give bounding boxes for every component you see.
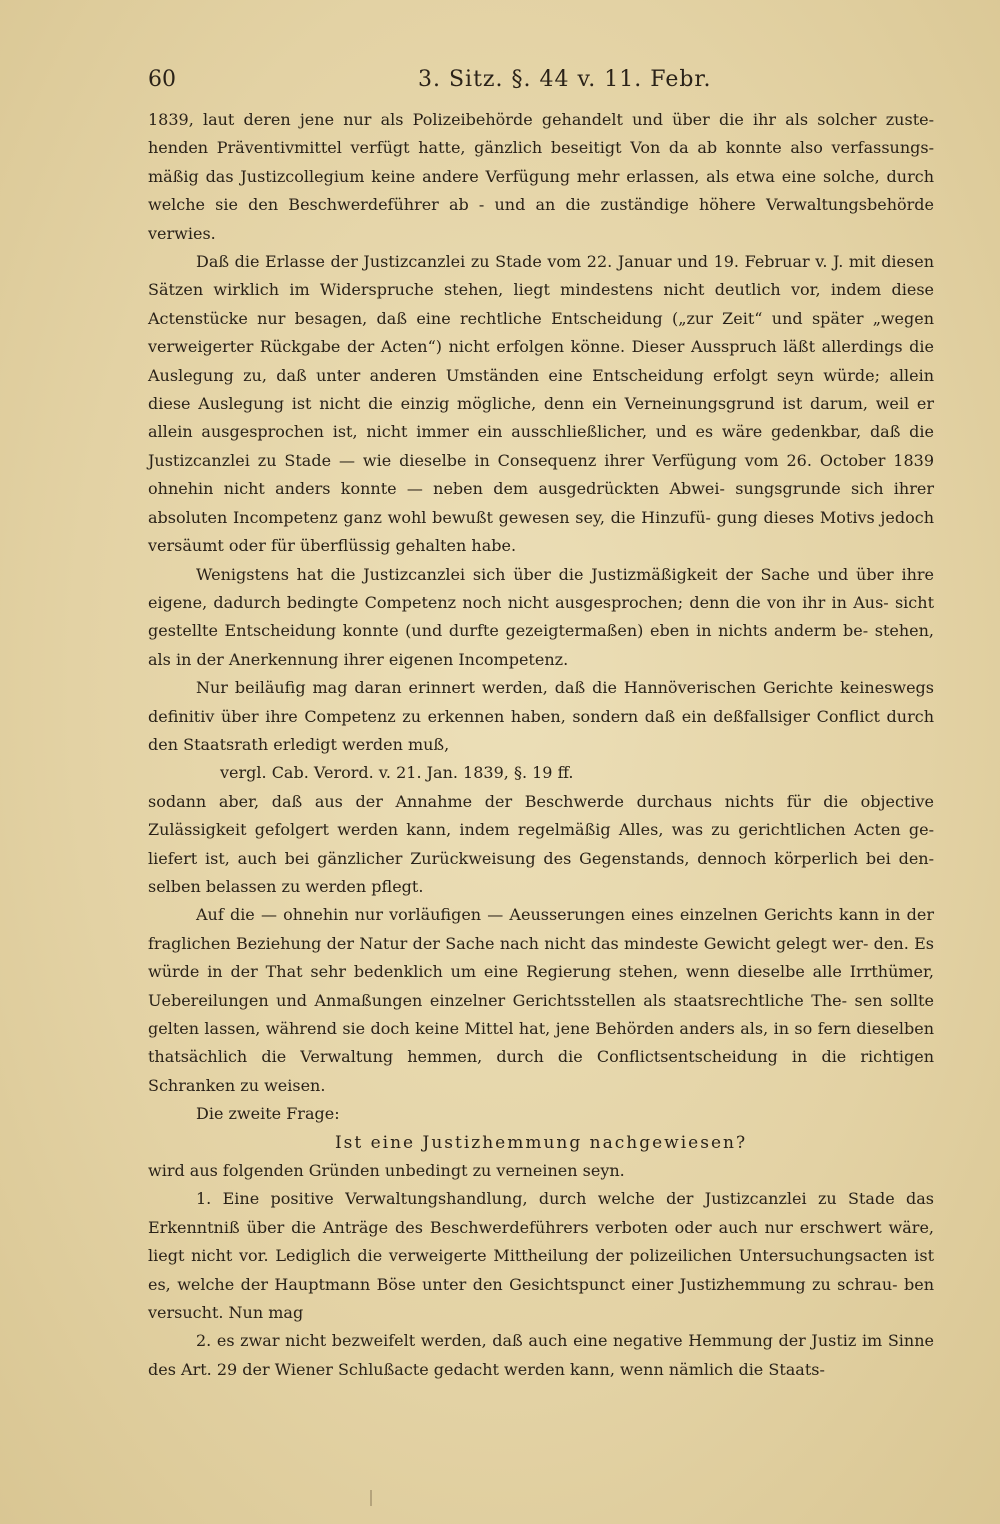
paragraph: Die zweite Frage:: [196, 1104, 340, 1124]
body-text: [148, 106, 934, 1384]
reference-line: vergl. Cab. Verord. v. 21. Jan. 1839, §. 19 ff.: [220, 763, 574, 783]
paragraph: sodann aber, daß aus der Annahme der Beschwerde durchaus nichts für die objective Zulässigkeit gefolgert werden kann, indem regelmäßig Alles, was zu gerichtlichen Acten ge- liefert ist, auch bei gänzlicher Zurückweisung des Gegenstands, dennoch körperlich bei den- selben belassen zu werden pflegt.: [148, 791, 934, 896]
section-question: Ist eine Justizhemmung nachgewiesen?: [334, 1132, 748, 1153]
page-number: 60: [148, 67, 176, 92]
page-header: [148, 62, 934, 98]
running-head: 3. Sitz. §. 44 v. 11. Febr.: [418, 67, 712, 92]
paragraph: 1839, laut deren jene nur als Polizeibehörde gehandelt und über die ihr als solcher zuste- henden Präventivmittel verfügt hatte, gänzlich beseitigt Von da ab konnte also verfassungs- mäßig das Justizcollegium keine andere Verfügung mehr erlassen, als etwa eine solche, durch welche sie den Beschwerdeführer ab - und an die zuständige höhere Verwaltungsbehörde verwies.: [148, 110, 934, 243]
paragraph: Auf die — ohnehin nur vorläufigen — Aeusserungen eines einzelnen Gerichts kann in der fraglichen Beziehung der Natur der Sache nach nicht das mindeste Gewicht gelegt wer- den. Es würde in der That sehr bedenklich um eine Regierung stehen, wenn dieselbe alle Irrthümer, Uebereilungen und Anmaßungen einzelner Gerichtsstellen als staatsrechtliche The- sen sollte gelten lassen, während sie doch keine Mittel hat, jene Behörden anders als, in so fern dieselben thatsächlich die Verwaltung hemmen, durch die Conflictsentscheidung in die richtigen Schranken zu weisen.: [148, 905, 934, 1095]
paragraph: 2. es zwar nicht bezweifelt werden, daß auch eine negative Hemmung der Justiz im Sinne des Art. 29 der Wiener Schlußacte gedacht werden kann, wenn nämlich die Staats-: [148, 1331, 934, 1379]
paragraph: Nur beiläufig mag daran erinnert werden, daß die Hannöverischen Gerichte keineswegs definitiv über ihre Competenz zu erkennen haben, sondern daß ein deßfallsiger Conflict durch den Staatsrath erledigt werden muß,: [148, 678, 934, 754]
page-mark: [370, 1490, 372, 1506]
document-page: [148, 62, 934, 1384]
paragraph: Wenigstens hat die Justizcanzlei sich über die Justizmäßigkeit der Sache und über ihre eigene, dadurch bedingte Competenz noch nicht ausgesprochen; denn die von ihr in Aus- sicht gestellte Entscheidung konnte (und durfte gezeigtermaßen) eben in nichts anderm be- stehen, als in der Anerkennung ihrer eigenen Incompetenz.: [148, 564, 934, 669]
paragraph: 1. Eine positive Verwaltungshandlung, durch welche der Justizcanzlei zu Stade das Erkenntniß über die Anträge des Beschwerdeführers verboten oder auch nur erschwert wäre, liegt nicht vor. Lediglich die verweigerte Mittheilung der polizeilichen Untersuchungsacten ist es, welche der Hauptmann Böse unter den Gesichtspunct einer Justizhemmung zu schrau- ben versucht. Nun mag: [148, 1189, 934, 1323]
paragraph: wird aus folgenden Gründen unbedingt zu verneinen seyn.: [148, 1161, 625, 1181]
paragraph: Daß die Erlasse der Justizcanzlei zu Stade vom 22. Januar und 19. Februar v. J. mit diesen Sätzen wirklich im Widerspruche stehen, liegt mindestens nicht deutlich vor, indem diese Actenstücke nur besagen, daß eine rechtliche Entscheidung („zur Zeit“ und später „wegen verweigerter Rückgabe der Acten“) nicht erfolgen könne. Dieser Ausspruch läßt allerdings die Auslegung zu, daß unter anderen Umständen eine Entscheidung erfolgt seyn würde; allein diese Auslegung ist nicht die einzig mögliche, denn ein Verneinungsgrund ist darum, weil er allein ausgesprochen ist, nicht immer ein ausschließlicher, und es wäre gedenkbar, daß die Justizcanzlei zu Stade — wie dieselbe in Consequenz ihrer Verfügung vom 26. October 1839 ohnehin nicht anders konnte — neben dem ausgedrückten Abwei- sungsgrunde sich ihrer absoluten Incompetenz ganz wohl bewußt gewesen sey, die Hinzufü- gung dieses Motivs jedoch versäumt oder für überflüssig gehalten habe.: [148, 252, 934, 556]
